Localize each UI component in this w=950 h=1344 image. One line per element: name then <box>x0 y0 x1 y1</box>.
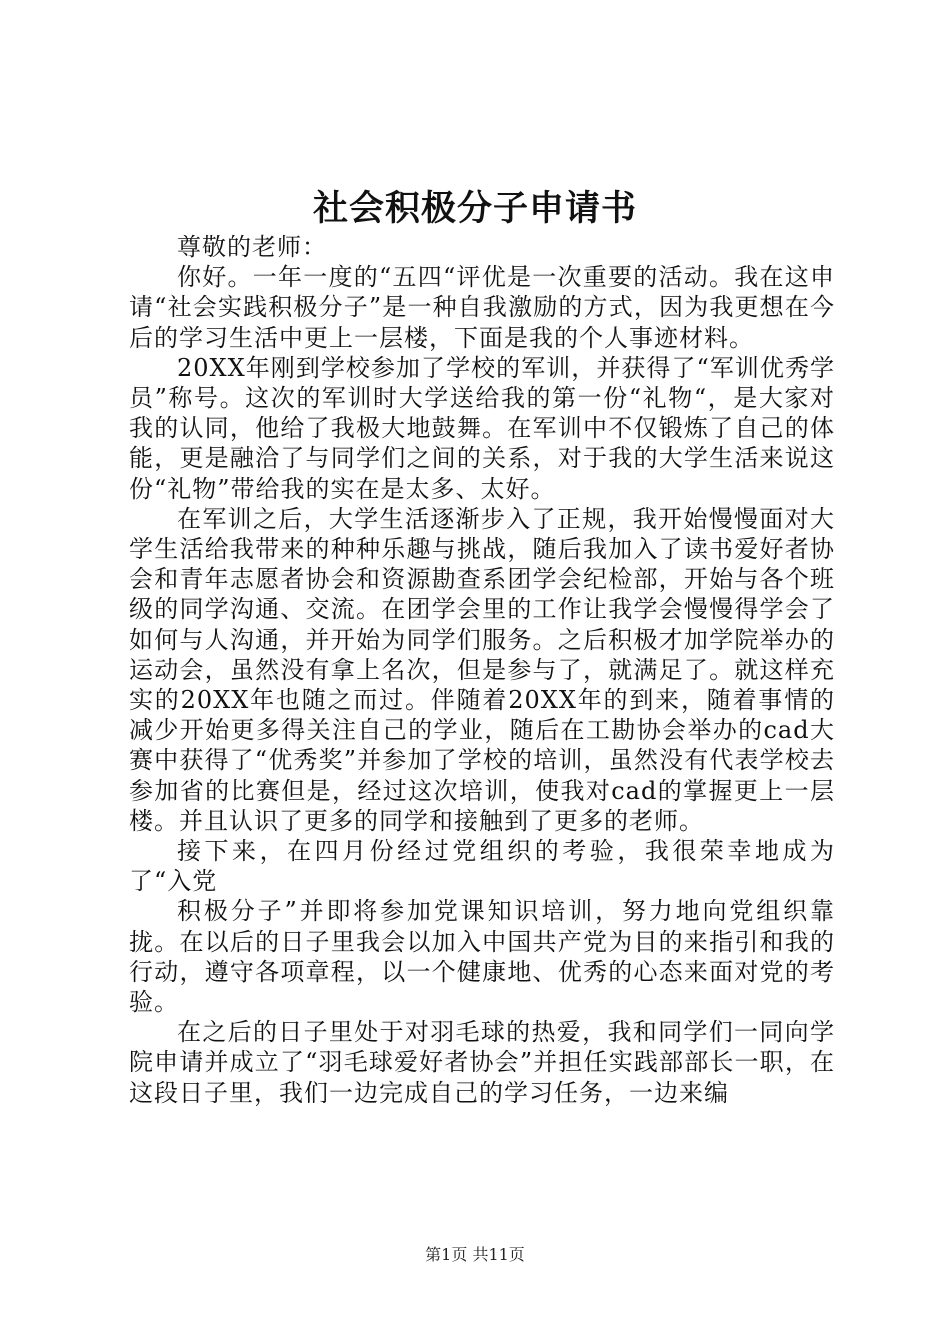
paragraph-6: 在之后的日子里处于对羽毛球的热爱，我和同学们一同向学院申请并成立了“羽毛球爱好者协会”并担任实践部部长一职，在这段日子里，我们一边完成自己的学习任务，一边来编 <box>129 1018 835 1107</box>
salutation: 尊敬的老师： <box>177 233 327 261</box>
document-title: 社会积极分子申请书 <box>312 188 637 229</box>
document-body <box>129 232 835 1108</box>
page-footer: 第1页 共11页 <box>425 1245 525 1264</box>
paragraph-3: 在军训之后，大学生活逐渐步入了正规，我开始慢慢面对大学生活给我带来的种种乐趣与挑战，随后我加入了读书爱好者协会和青年志愿者协会和资源勘查系团学会纪检部，开始与各个班级的同学沟通、交流。在团学会里的工作让我学会慢慢得学会了如何与人沟通，并开始为同学们服务。之后积极才加学院举办的运动会，虽然没有拿上名次，但是参与了，就满足了。就这样充实的20XX年也随之而过。伴随着20XX年的到来，随着事情的减少开始更多得关注自己的学业，随后在工勘协会举办的cad大赛中获得了“优秀奖”并参加了学校的培训，虽然没有代表学校去参加省的比赛但是，经过这次培训，使我对cad的掌握更上一层楼。并且认识了更多的同学和接触到了更多的老师。 <box>129 504 835 835</box>
paragraph-5: 积极分子”并即将参加党课知识培训，努力地向党组织靠拢。在以后的日子里我会以加入中国共产党为目的来指引和我的行动，遵守各项章程，以一个健康地、优秀的心态来面对党的考验。 <box>129 897 835 1017</box>
paragraph-2: 20XX年刚到学校参加了学校的军训，并获得了“军训优秀学员”称号。这次的军训时大学送给我的第一份“礼物“，是大家对我的认同，他给了我极大地鼓舞。在军训中不仅锻炼了自己的体能，更是融洽了与同学们之间的关系，对于我的大学生活来说这份“礼物”带给我的实在是太多、太好。 <box>129 353 835 503</box>
paragraph-1: 你好。一年一度的“五四“评优是一次重要的活动。我在这申请“社会实践积极分子”是一种自我激励的方式，因为我更想在今后的学习生活中更上一层楼，下面是我的个人事迹材料。 <box>129 263 835 352</box>
paragraph-4: 接下来，在四月份经过党组织的考验，我很荣幸地成为了“入党 <box>129 837 835 896</box>
